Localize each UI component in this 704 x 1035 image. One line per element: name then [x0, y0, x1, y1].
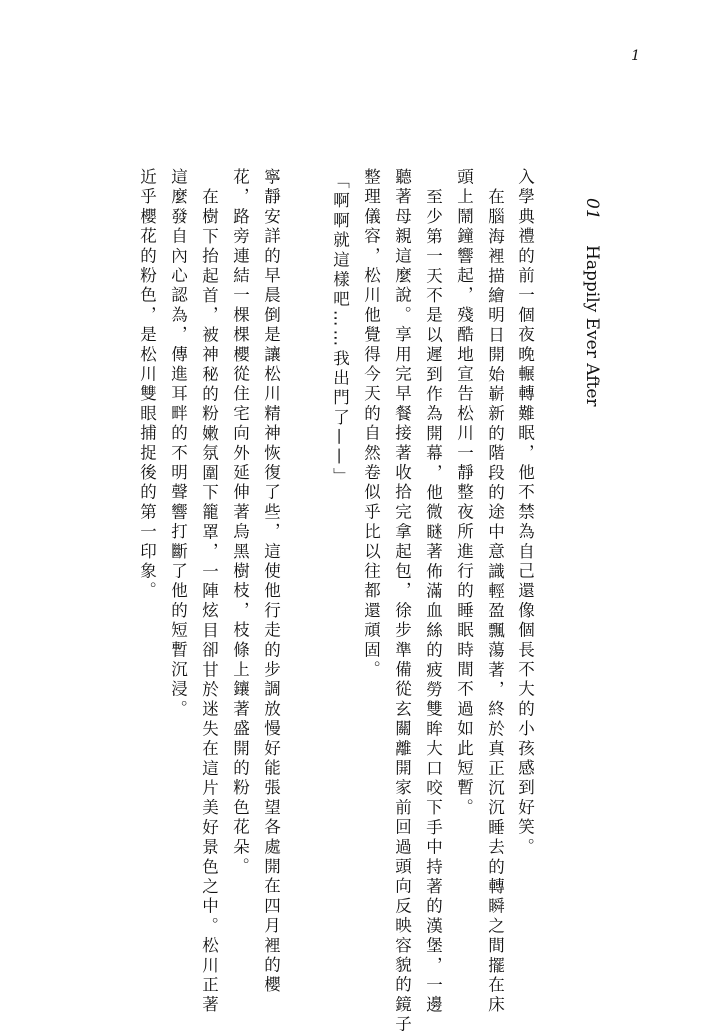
body-line: 在樹下抬起首，被神秘的粉嫩氛圍下籠罩，一陣炫目卻甘於迷失在這片美好景色之中。松川正著: [199, 188, 219, 1016]
body-line: 整理儀容，松川他覺得今天的自然卷似乎比以往都還頑固。: [361, 168, 381, 681]
page-number: 1: [631, 48, 640, 64]
body-line: 這麼發自內心認為，傳進耳畔的不明聲響打斷了他的短暫沉浸。: [168, 168, 188, 720]
body-line: 寧靜安詳的早晨倒是讓松川精神恢復了些，這使他行走的步調放慢好能張望各處開在四月裡的櫻: [261, 168, 281, 996]
body-line: 「啊啊就這樣吧……我出門了——」: [330, 172, 350, 488]
body-line: 在腦海裡描繪明日開始嶄新的階段的途中意識輕盈飄蕩著，終於真正沉沉睡去的轉瞬之間擺在床: [485, 188, 505, 1016]
body-line: 花，路旁連結一棵棵櫻從住宅向外延伸著烏黑樹枝，枝條上鑲著盛開的粉色花朵。: [230, 168, 250, 878]
chapter-heading: [582, 198, 602, 407]
body-line: 聽著母親這麼說。享用完早餐接著收拾完拿起包，徐步準備從玄關離開家前回過頭向反映容貌的鏡子: [392, 168, 412, 1035]
chapter-number: 01: [582, 198, 602, 220]
body-line: 至少第一天不是以遲到作為開幕，他微瞇著佈滿血絲的疲勞雙眸大口咬下手中持著的漢堡，一邊: [423, 188, 443, 1016]
body-line: 頭上鬧鐘響起，殘酷地宣告松川一靜整夜所進行的睡眠時間不過如此短暫。: [454, 168, 474, 819]
body-line: 近乎櫻花的粉色，是松川雙眼捕捉後的第一印象。: [137, 168, 157, 602]
chapter-title: Happily Ever After: [582, 245, 602, 407]
body-line: 入學典禮的前一個夜晚輾轉難眠，他不禁為自己還像個長不大的小孩感到好笑。: [515, 168, 535, 858]
